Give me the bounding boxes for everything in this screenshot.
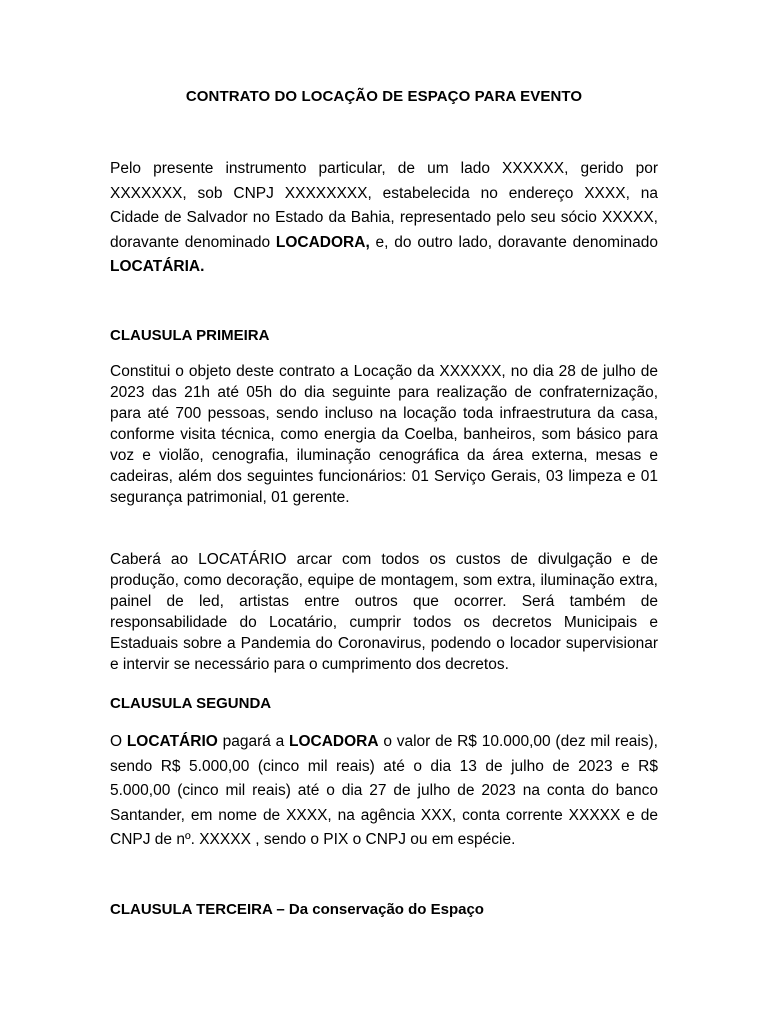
intro-text-1: Pelo presente instrumento particular, de um lado XXXXXX, gerido por XXXXXXX, sob CNPJ XXXXXXXX, estabelecida no endereço XXXX, na Cidade de Salvador no Estado da Bahia, representado pelo seu sócio XXXXX, doravante denominado bbox=[110, 160, 658, 251]
intro-locadora: LOCADORA, bbox=[275, 233, 370, 251]
clause2-locatario: LOCATÁRIO bbox=[126, 733, 218, 750]
clause3-heading: CLAUSULA TERCEIRA – Da conservação do Espaço bbox=[110, 901, 484, 918]
intro-paragraph bbox=[110, 157, 658, 280]
intro-text-2: e, do outro lado, doravante denominado bbox=[369, 233, 658, 251]
clause2-paragraph bbox=[110, 730, 658, 853]
clause2-locadora: LOCADORA bbox=[289, 733, 379, 750]
clause2-text-2: pagará a bbox=[217, 733, 290, 750]
clause1-paragraph2-block bbox=[110, 549, 658, 675]
clause1-paragraph1-block bbox=[110, 361, 658, 508]
clause2-heading: CLAUSULA SEGUNDA bbox=[110, 695, 272, 712]
clause2-text-1: O bbox=[110, 733, 127, 750]
clause2-text-3: o valor de R$ 10.000,00 (dez mil reais), sendo R$ 5.000,00 (cinco mil reais) até o dia 13 de julho de 2023 e R$ 5.000,00 (cinco mil reais) até o dia 27 de julho de 2023 na conta do banco Santander, em nome de XXXX, na agência XXX, conta corrente XXXXX e de CNPJ de nº. XXXXX , sendo o PIX o CNPJ ou em espécie. bbox=[110, 733, 658, 848]
clause2-section bbox=[110, 730, 658, 853]
document-title: CONTRATO DO LOCAÇÃO DE ESPAÇO PARA EVENTO bbox=[185, 88, 583, 105]
clause1-paragraph1: Constitui o objeto deste contrato a Locação da XXXXXX, no dia 28 de julho de 2023 das 21h até 05h do dia seguinte para realização de confraternização, para até 700 pessoas, sendo incluso na locação toda infraestrutura da casa, conforme visita técnica, como energia da Coelba, banheiros, som básico para voz e violão, cenografia, iluminação cenográfica da área externa, mesas e cadeiras, além dos seguintes funcionários: 01 Serviço Gerais, 03 limpeza e 01 segurança patrimonial, 01 gerente. bbox=[110, 363, 658, 506]
intro-section bbox=[110, 157, 658, 280]
clause1-paragraph2: Caberá ao LOCATÁRIO arcar com todos os custos de divulgação e de produção, como decoração, equipe de montagem, som extra, iluminação extra, painel de led, artistas entre outros que ocorrer. Será também de responsabilidade do Locatário, cumprir todos os decretos Municipais e Estaduais sobre a Pandemia do Coronavirus, podendo o locador supervisionar e intervir se necessário para o cumprimento dos decretos. bbox=[110, 551, 658, 673]
intro-locataria: LOCATÁRIA. bbox=[110, 258, 205, 275]
clause1-heading: CLAUSULA PRIMEIRA bbox=[110, 327, 270, 344]
